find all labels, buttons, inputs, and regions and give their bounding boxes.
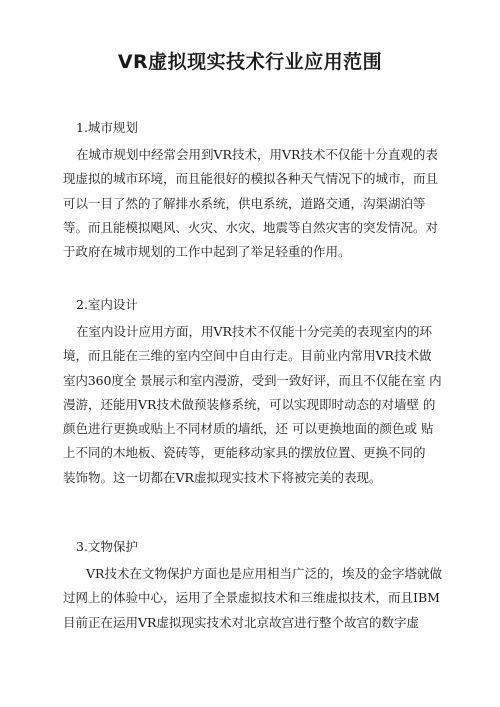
paragraph-line: 在城市规划中经常会用到VR技术，用VR技术不仅能十分直观的表 <box>76 147 438 162</box>
section-heading: 1.城市规划 <box>76 120 138 135</box>
section-urban-planning <box>63 120 442 264</box>
paragraph-line: 在室内设计应用方面，用VR技术不仅能十分完美的表现室内的环 <box>76 324 432 339</box>
section-paragraph <box>63 143 442 264</box>
section-heading: 3.文物保护 <box>76 539 138 554</box>
paragraph-line: VR技术在文物保护方面也是应用相当广泛的，埃及的金字塔就做 <box>86 566 442 581</box>
section-paragraph <box>63 320 442 490</box>
paragraph-line: 可以一目了然的了解排水系统，供电系统，道路交通，沟渠湖泊等 <box>63 195 426 211</box>
document-title: VR虚拟现实技术行业应用范围 <box>117 51 383 73</box>
section-interior-design <box>63 297 442 490</box>
paragraph-line: 装饰物。这一切都在VR虚拟现实技术下将被完美的表现。 <box>63 469 382 485</box>
paragraph-line: 过网上的体验中心，运用了全景虚拟技术和三维虚拟技术，而且IBM <box>63 590 440 606</box>
paragraph-line: 目前正在运用VR虚拟现实技术对北京故宫进行整个故宫的数字虚 <box>63 614 419 630</box>
section-paragraph <box>63 562 442 635</box>
paragraph-line: 等。而且能模拟飓风、火灾、水灾、地震等自然灾害的突发情况。对 <box>63 219 439 235</box>
paragraph-line: 于政府在城市规划的工作中起到了举足轻重的作用。 <box>63 244 351 260</box>
paragraph-line: 室内360度全 景展示和室内漫游，受到一致好评，而且不仅能在室 内 <box>63 372 442 388</box>
paragraph-line: 境，而且能在三维的室内空间中自由行走。目前业内常用VR技术做 <box>63 348 432 364</box>
paragraph-line: 漫游，还能用VR技术做预装修系统，可以实现即时动态的对墙壁 的 <box>63 396 436 412</box>
section-heritage-protection <box>63 539 442 635</box>
paragraph-line: 上不同的木地板、瓷砖等，更能移动家具的摆放位置、更换不同的 <box>63 445 426 461</box>
paragraph-line: 颜色进行更换或贴上不同材质的墙纸，还 可以更换地面的颜色或 贴 <box>63 421 434 437</box>
section-heading: 2.室内设计 <box>76 297 138 312</box>
paragraph-line: 现虚拟的城市环境，而且能很好的模拟各种天气情况下的城市，而且 <box>63 171 439 187</box>
